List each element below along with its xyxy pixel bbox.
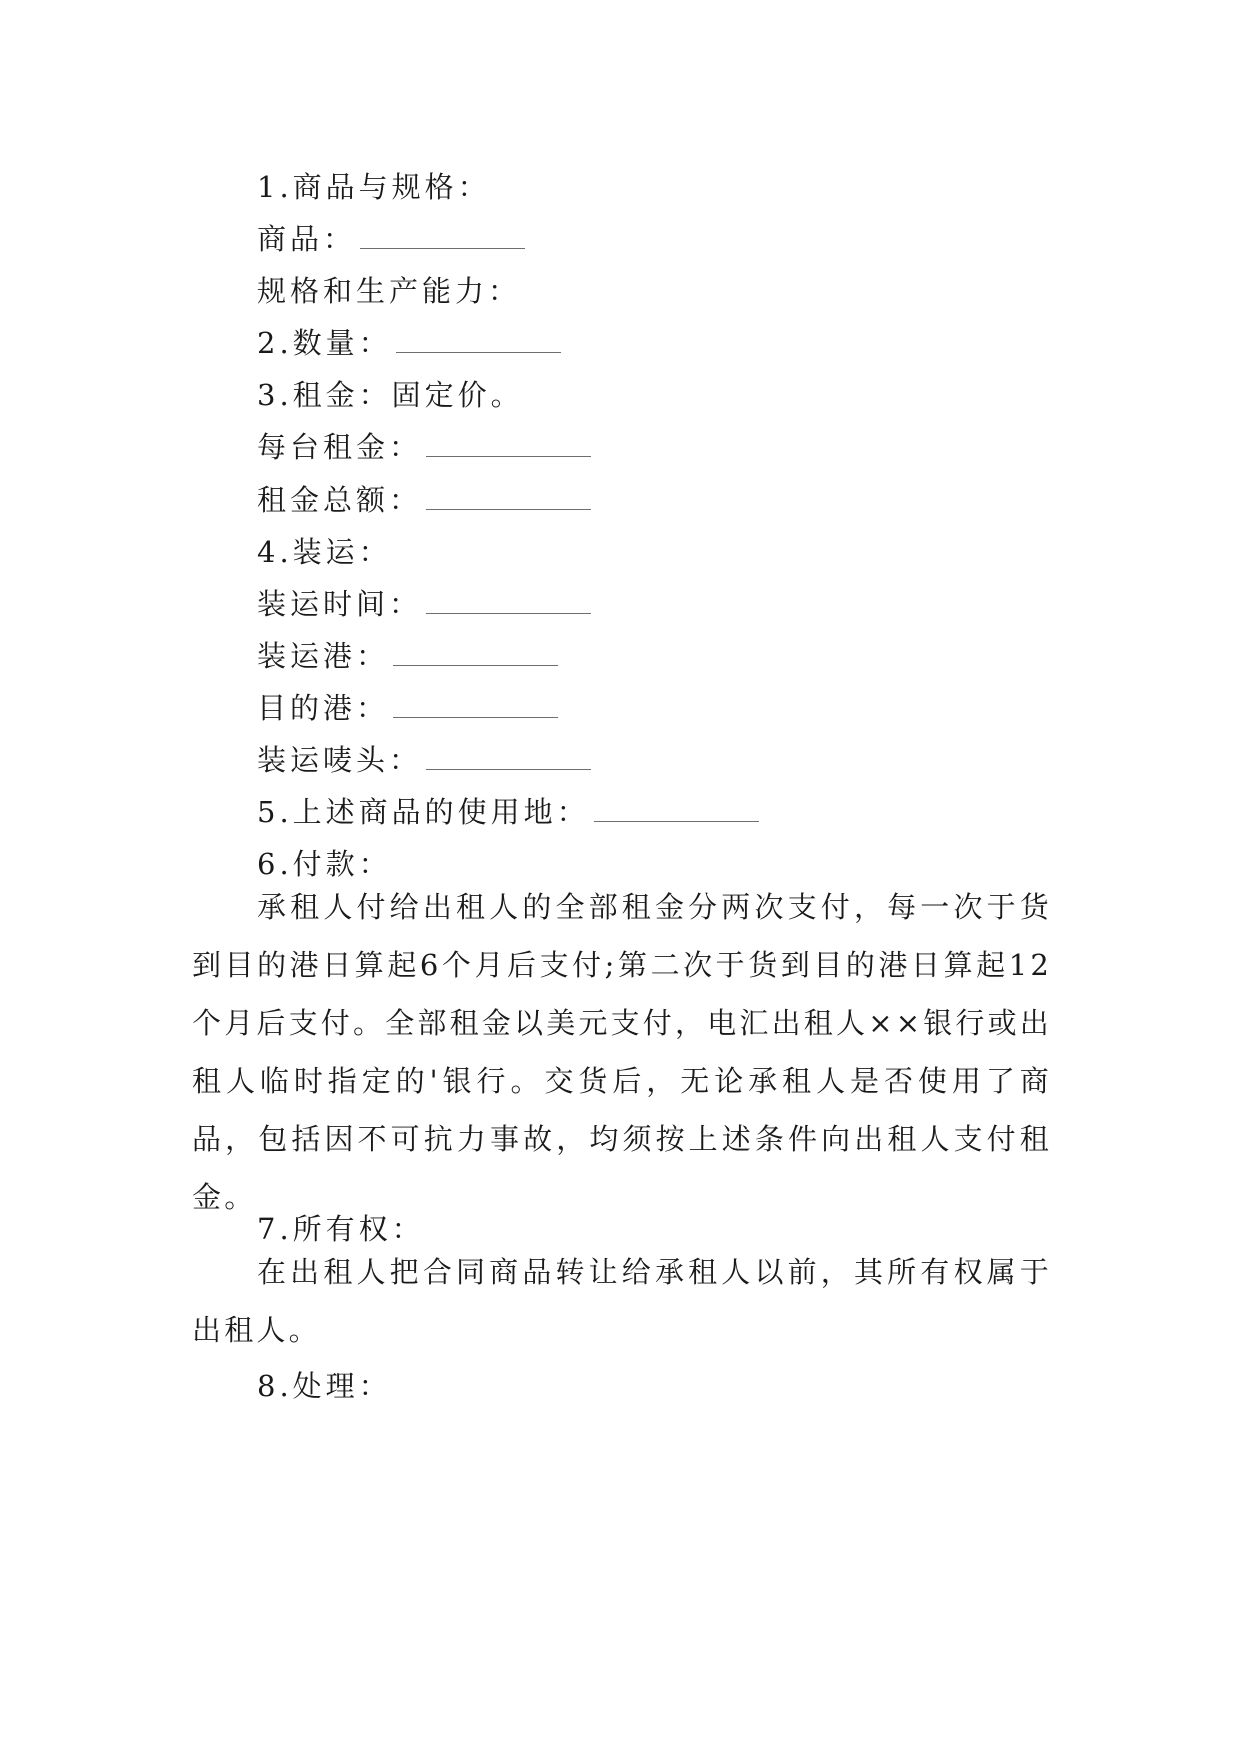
quantity-label: 2.数量： (257, 326, 392, 360)
destination-port-label: 目的港： (257, 691, 390, 725)
item1-heading: 1.商品与规格： (257, 170, 491, 204)
loading-port-field (257, 636, 558, 676)
item7-heading: 7.所有权： (257, 1212, 425, 1246)
payment-paragraph: 承租人付给出租人的全部租金分两次支付，每一次于货到目的港日算起6个月后支付;第二次于货到目的港日算起12个月后支付。全部租金以美元支付，电汇出租人××银行或出租人临时指定的'银行。交货后，无论承租人是否使用了商品，包括因不可抗力事故，均须按上述条件向出租人支付租金。 (192, 890, 1052, 1214)
total-rent-field (257, 480, 591, 520)
quantity-blank (396, 350, 561, 353)
shipment-time-label: 装运时间： (257, 587, 423, 621)
shipping-mark-blank (426, 767, 591, 770)
shipment-time-blank (426, 611, 591, 614)
per-unit-rent-label: 每台租金： (257, 430, 423, 464)
total-rent-label: 租金总额： (257, 483, 423, 517)
loading-port-blank (393, 663, 558, 666)
goods-blank (360, 246, 525, 249)
quantity-field (257, 323, 561, 363)
item4-heading: 4.装运： (257, 535, 392, 569)
shipment-time-field (257, 584, 591, 624)
destination-port-blank (393, 715, 558, 718)
goods-field (257, 219, 525, 259)
spec-label: 规格和生产能力： (257, 274, 522, 308)
spec-field (257, 271, 521, 311)
shipping-mark-label: 装运唛头： (257, 743, 423, 777)
loading-port-label: 装运港： (257, 639, 390, 673)
destination-port-field (257, 688, 558, 728)
item3-heading: 3.租金：固定价。 (257, 378, 524, 412)
ownership-paragraph: 在出租人把合同商品转让给承租人以前，其所有权属于出租人。 (192, 1255, 1052, 1347)
shipping-mark-field (257, 740, 591, 780)
goods-label: 商品： (257, 222, 357, 256)
item8-heading: 8.处理： (257, 1369, 392, 1403)
usage-location-blank (594, 819, 759, 822)
usage-location-label: 5.上述商品的使用地： (257, 795, 590, 829)
usage-location-field (257, 792, 759, 832)
per-unit-rent-blank (426, 454, 591, 457)
per-unit-rent-field (257, 427, 591, 467)
total-rent-blank (426, 507, 591, 510)
item6-heading: 6.付款： (257, 847, 392, 881)
